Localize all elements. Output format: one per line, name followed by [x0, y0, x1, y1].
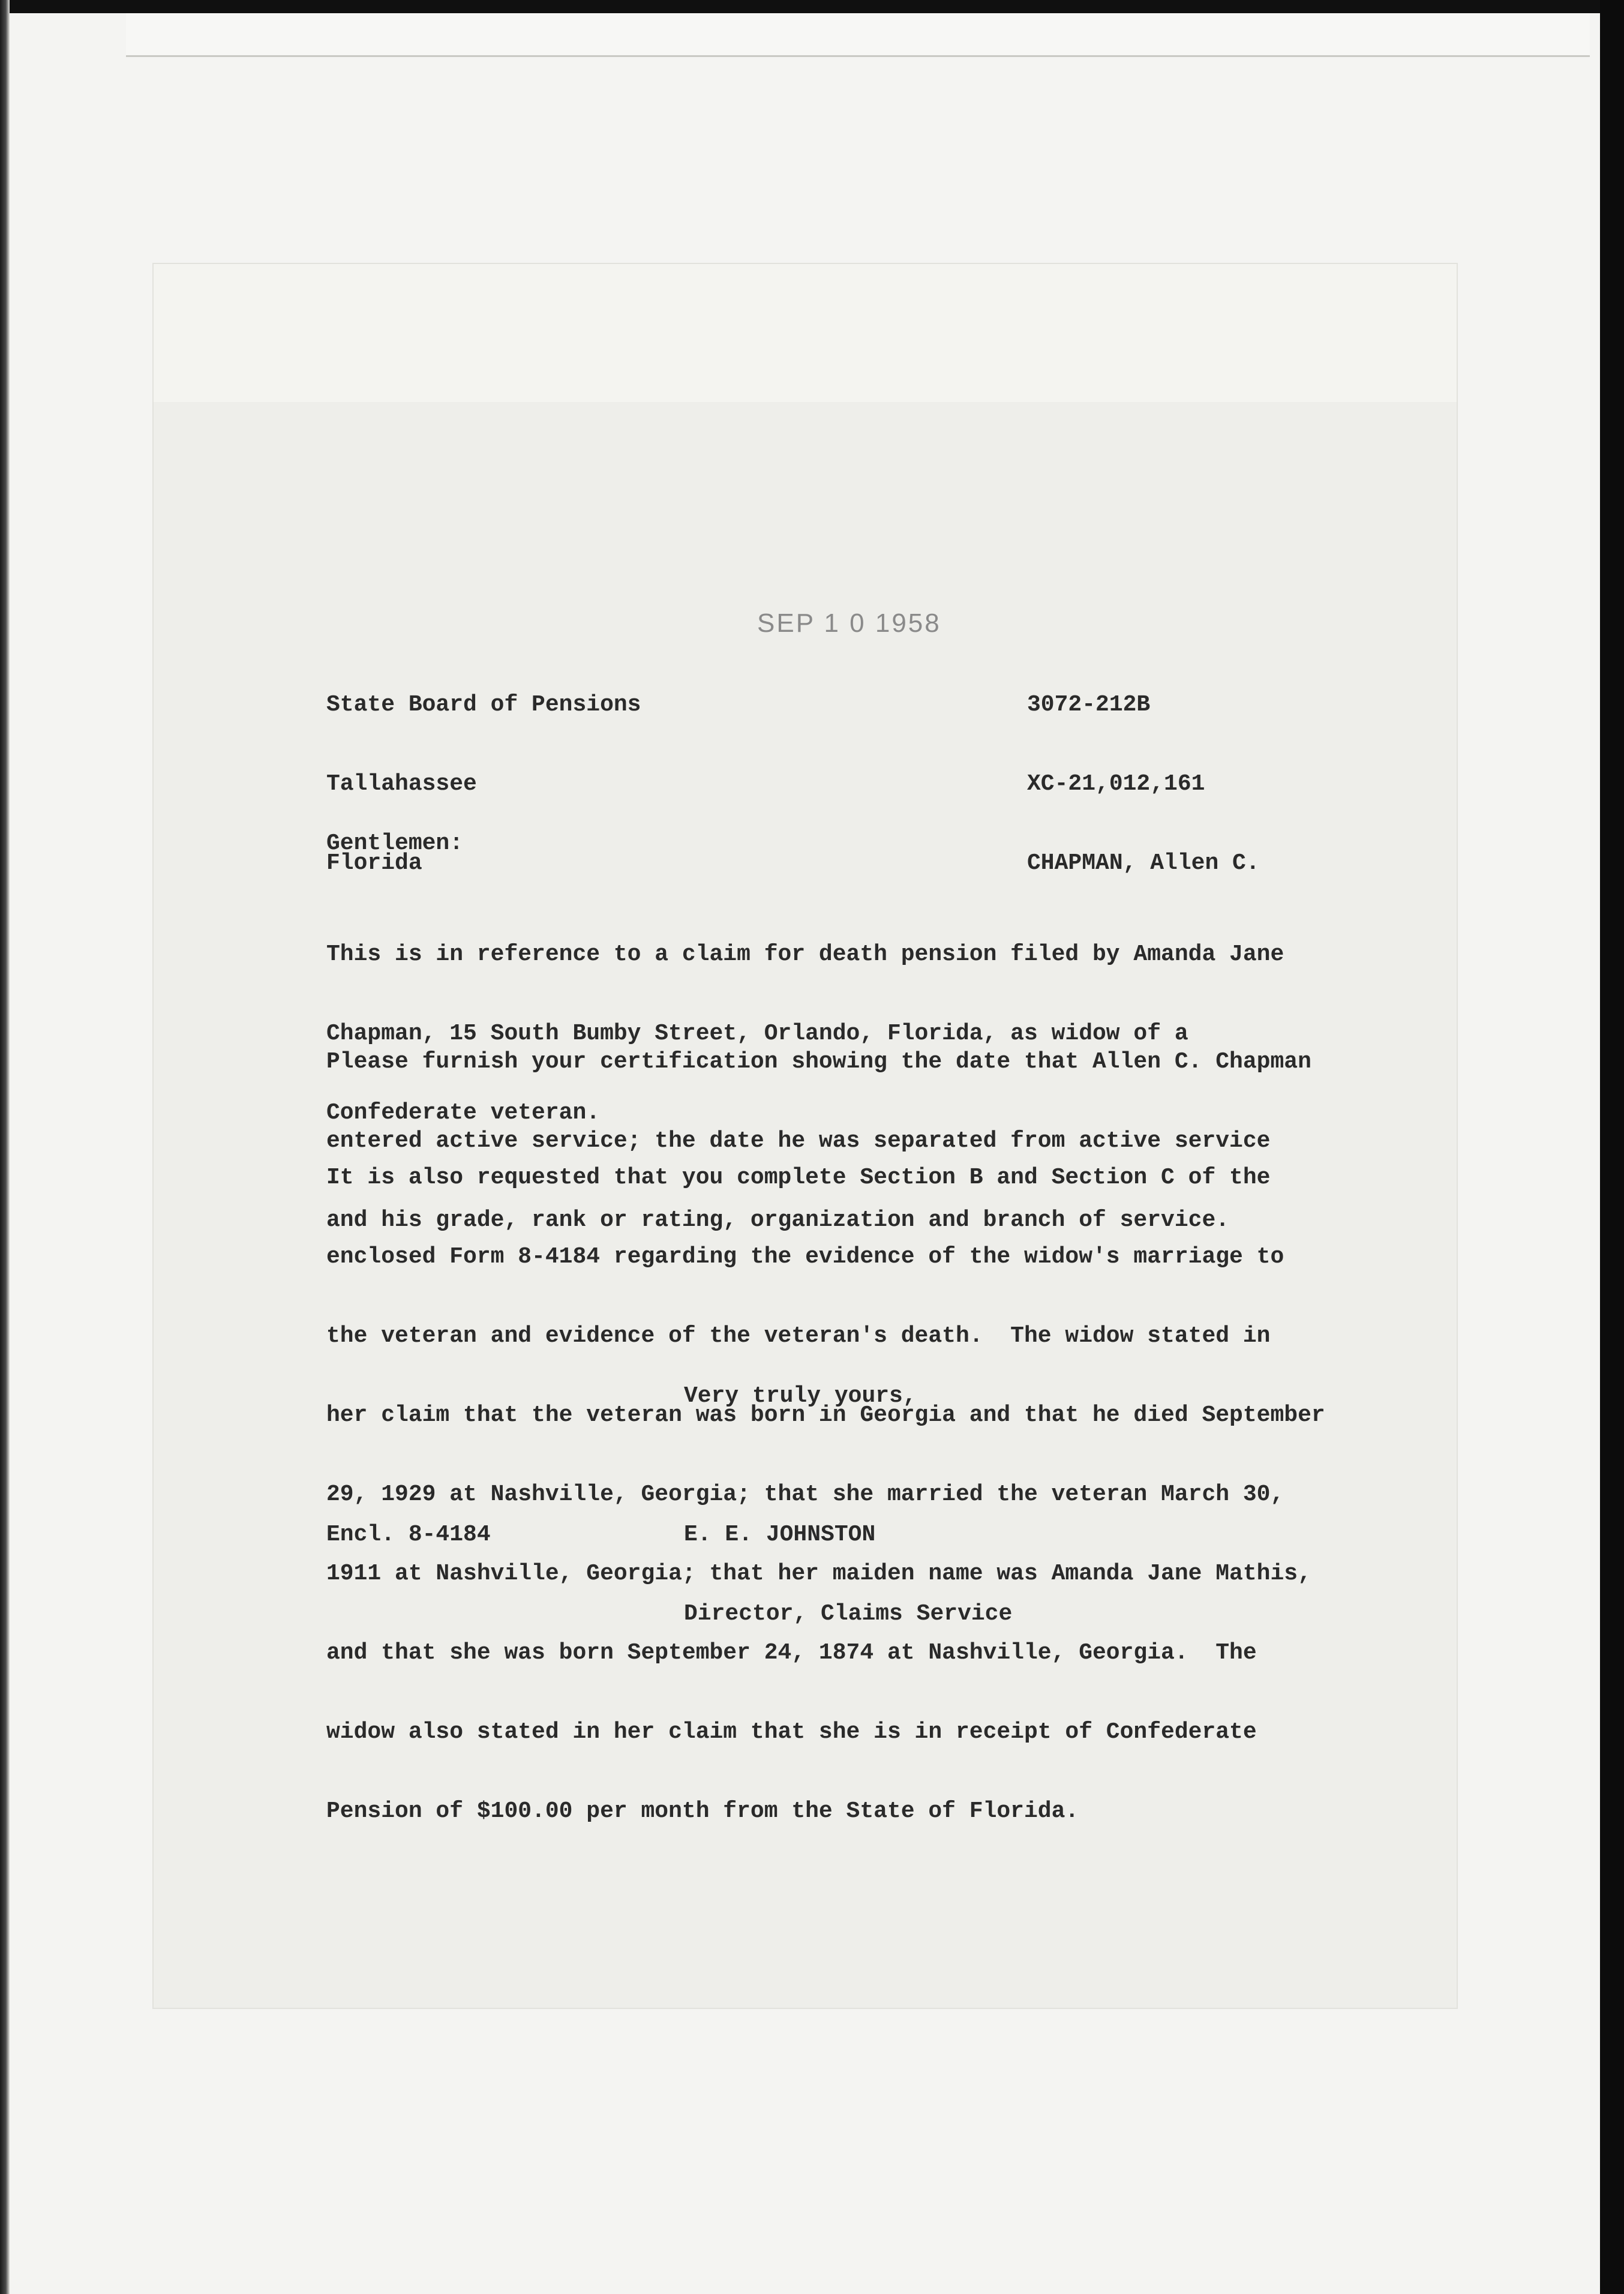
- paragraph-line: Please furnish your certification showing the date that Allen C. Chapman: [326, 1049, 1311, 1075]
- reference-line: CHAPMAN, Allen C.: [1027, 850, 1260, 876]
- addressee-line: State Board of Pensions: [326, 692, 641, 718]
- paragraph-line: This is in reference to a claim for death pension filed by Amanda Jane: [326, 941, 1284, 967]
- paragraph-line: 29, 1929 at Nashville, Georgia; that she married the veteran March 30,: [326, 1482, 1284, 1507]
- scanner-top-edge: [0, 0, 1624, 13]
- paragraph-line: Confederate veteran.: [326, 1100, 601, 1126]
- addressee-block: [326, 639, 641, 903]
- paragraph-line: the veteran and evidence of the veteran's death. The widow stated in: [326, 1323, 1271, 1349]
- letter-fold-band: [154, 264, 1457, 402]
- paragraph-line: and his grade, rank or rating, organization and branch of service.: [326, 1207, 1230, 1233]
- scanner-left-edge: [0, 0, 10, 2294]
- paragraph-line: entered active service; the date he was separated from active service: [326, 1128, 1271, 1154]
- paragraph-line: It is also requested that you complete Section B and Section C of the: [326, 1165, 1271, 1191]
- paragraph-line: enclosed Form 8-4184 regarding the evidence of the widow's marriage to: [326, 1244, 1284, 1270]
- scanner-right-edge: [1600, 0, 1624, 2294]
- paragraph-line: 1911 at Nashville, Georgia; that her maiden name was Amanda Jane Mathis,: [326, 1561, 1311, 1587]
- paragraph-line: Pension of $100.00 per month from the State of Florida.: [326, 1798, 1079, 1824]
- paragraph-line: her claim that the veteran was born in Georgia and that he died September: [326, 1402, 1325, 1428]
- signature-block: [684, 1469, 1012, 1654]
- addressee-line: Florida: [326, 850, 422, 876]
- reference-block: [1027, 639, 1260, 903]
- addressee-line: Tallahassee: [326, 771, 477, 797]
- signatory-name: E. E. JOHNSTON: [684, 1522, 876, 1548]
- paragraph-line: Chapman, 15 South Bumby Street, Orlando, Florida, as widow of a: [326, 1021, 1188, 1046]
- signatory-title: Director, Claims Service: [684, 1601, 1013, 1627]
- paragraph-line: and that she was born September 24, 1874 at Nashville, Georgia. The: [326, 1640, 1257, 1666]
- reference-line: 3072-212B: [1027, 692, 1151, 718]
- date-stamp: SEP 1 0 1958: [757, 608, 941, 638]
- backing-sheet-edge: [126, 13, 1590, 57]
- paragraph-line: widow also stated in her claim that she is in receipt of Confederate: [326, 1719, 1257, 1745]
- enclosure-note: Encl. 8-4184: [326, 1522, 491, 1548]
- salutation: Gentlemen:: [326, 830, 464, 856]
- closing: Very truly yours,: [684, 1383, 917, 1409]
- reference-line: XC-21,012,161: [1027, 771, 1205, 797]
